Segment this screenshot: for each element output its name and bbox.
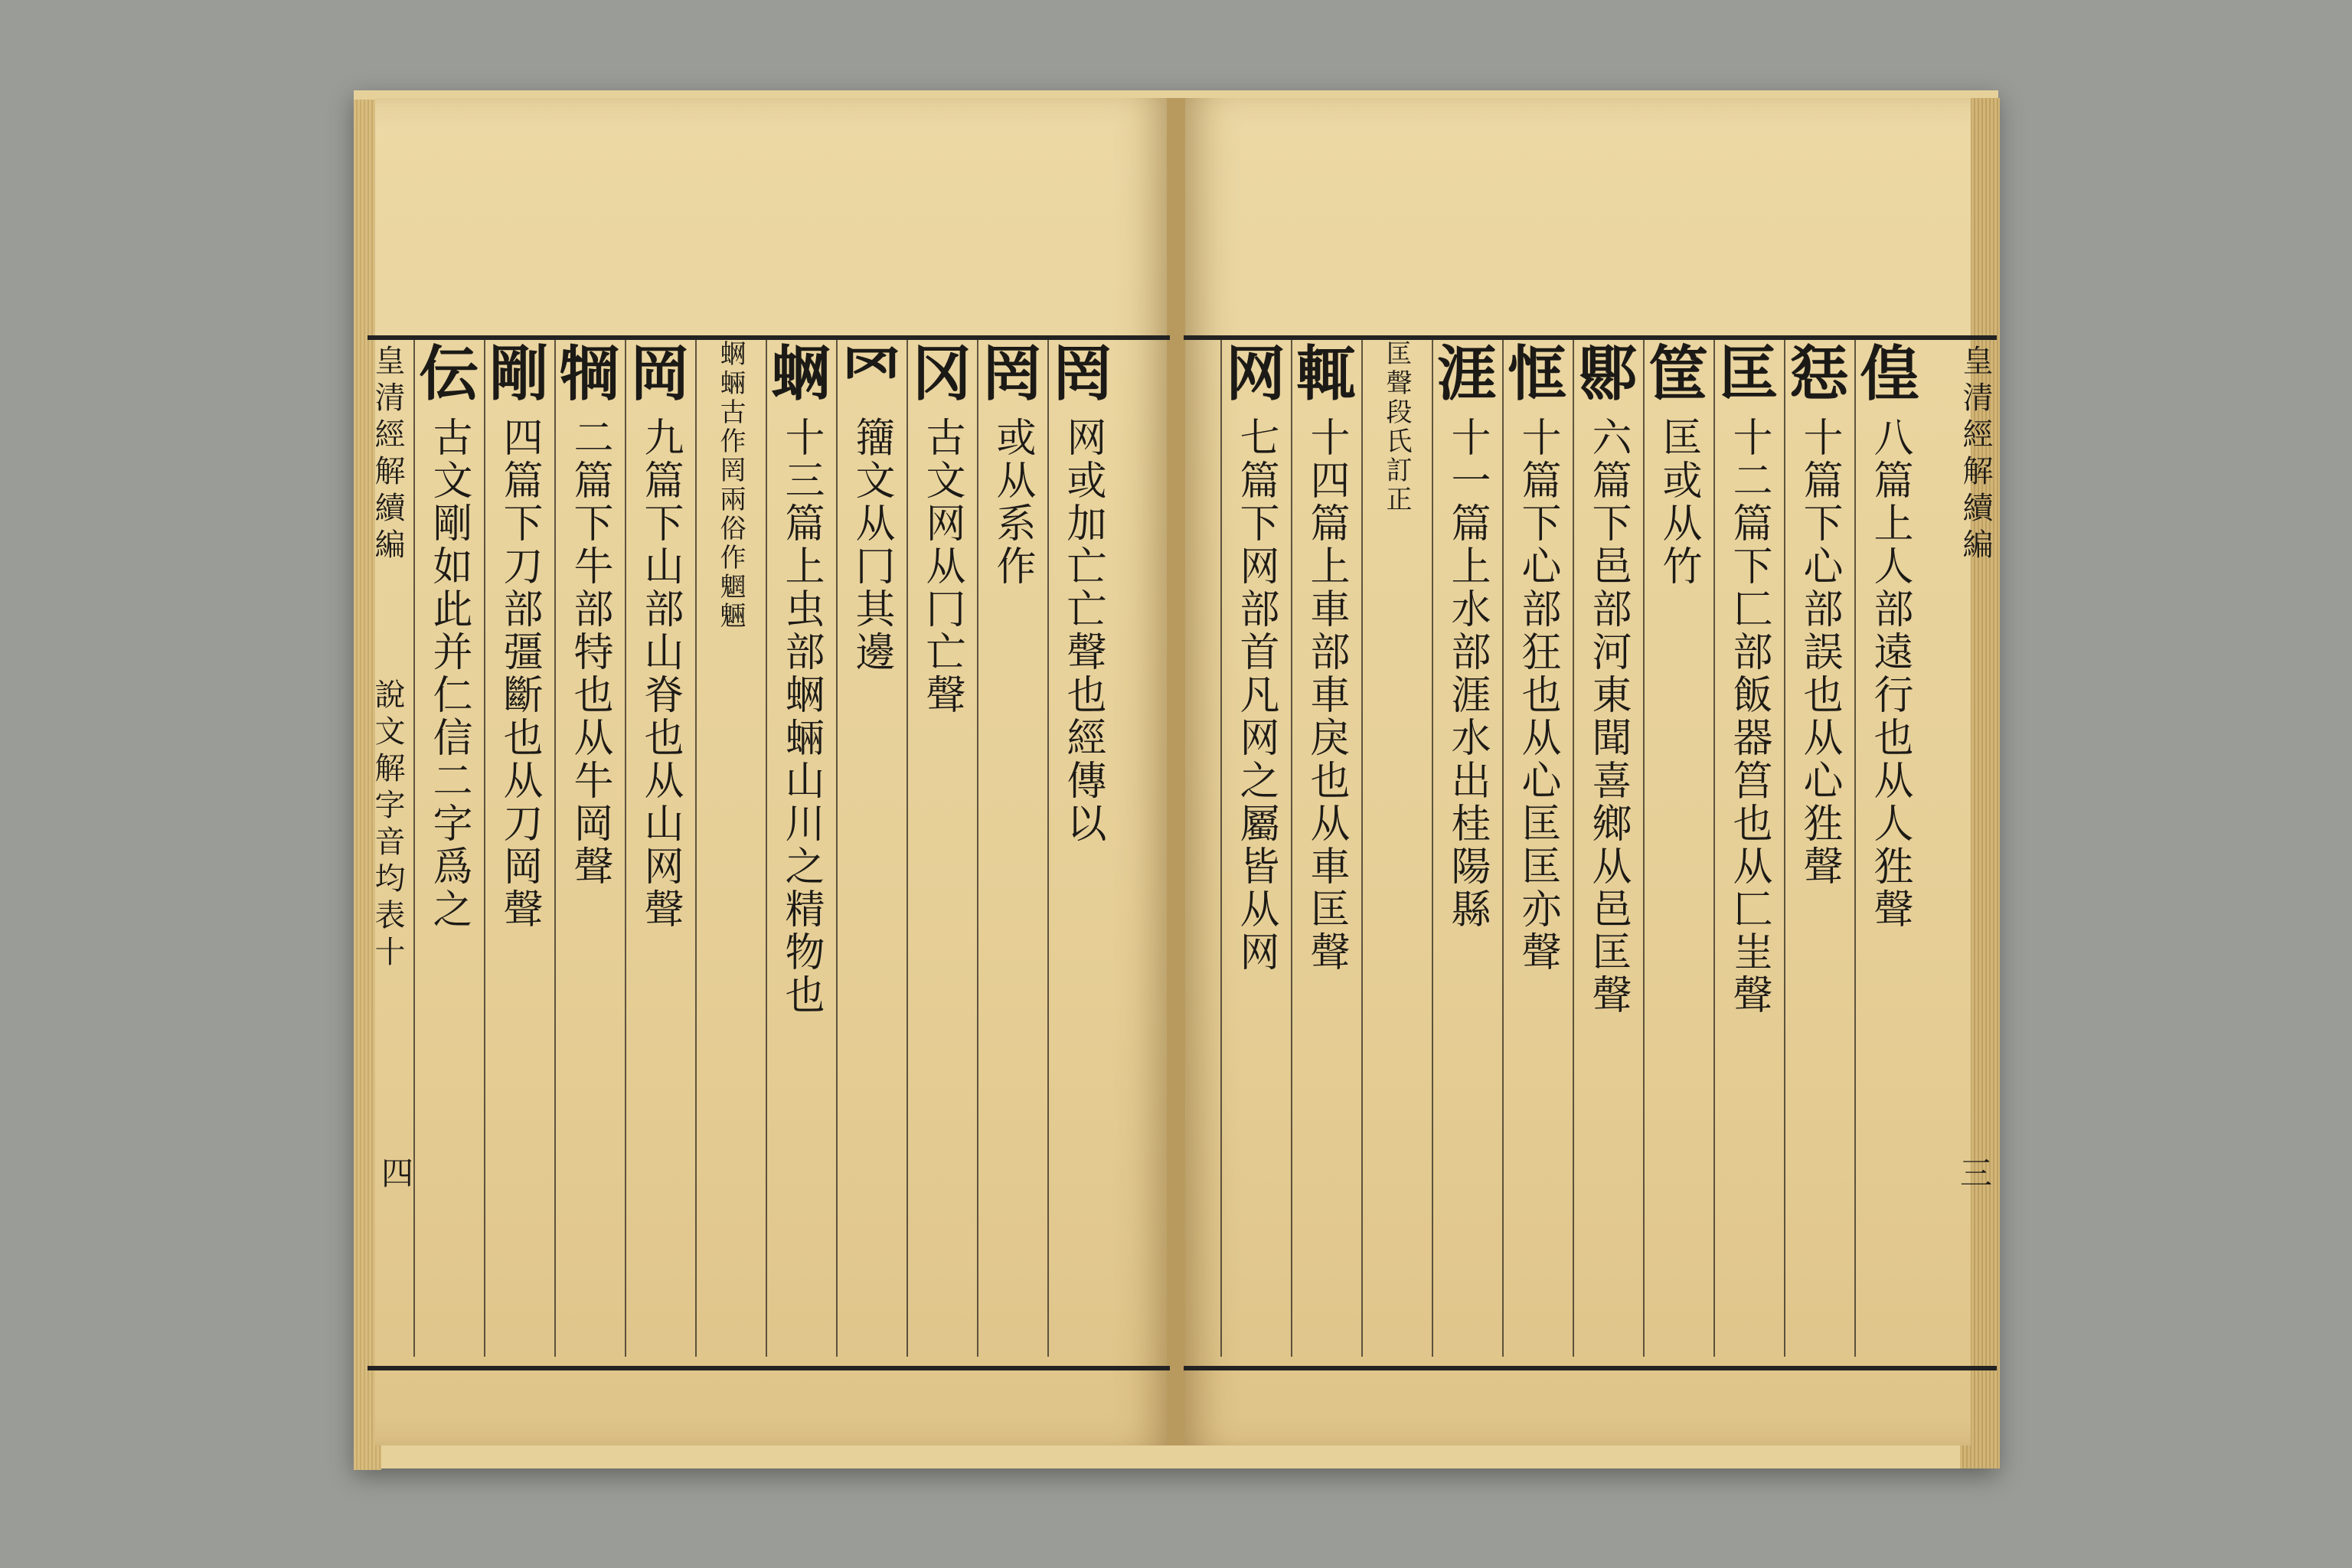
right-entry-column [1435, 340, 1499, 1357]
gloss-text: 四篇下刀部彊斷也从刀岡聲 [496, 416, 542, 931]
book-series-title: 皇清經解續編 [370, 345, 405, 565]
right-entry-column [1364, 340, 1429, 1357]
left-entry-column [557, 340, 622, 1357]
right-column-rule [1432, 340, 1433, 1357]
left-column-rule [766, 340, 767, 1357]
gloss-text: 或从系作 [989, 416, 1035, 588]
headword: 罔 [1052, 339, 1112, 409]
gloss-text: 籒文从冂其邊 [848, 416, 894, 674]
headword: 偟 [1859, 339, 1919, 409]
right-entry-column [1505, 340, 1570, 1357]
headword: 罔 [982, 339, 1042, 409]
right-column-rule [1220, 340, 1222, 1357]
gloss-text: 十一篇上水部涯水出桂陽縣 [1444, 416, 1490, 931]
gloss-text: 古文剛如此并仁信二字爲之 [426, 416, 472, 931]
right-column-rule [1502, 340, 1504, 1357]
headword: 涯 [1436, 339, 1497, 409]
right-entry-column [1857, 340, 1922, 1357]
headword: 岡 [629, 339, 690, 409]
left-entry-column [910, 340, 974, 1357]
left-column-rule [484, 340, 485, 1357]
left-column-rule [554, 340, 556, 1357]
headword: 筐 [1648, 339, 1708, 409]
right-column-rule [1291, 340, 1292, 1357]
gloss-text: 七篇下网部首凡网之屬皆从网 [1233, 416, 1279, 974]
headword: 网 [1225, 339, 1285, 409]
left-entry-column [416, 340, 481, 1357]
headword: 剛 [488, 339, 549, 409]
left-column-rule [625, 340, 626, 1357]
right-entry-column [1223, 340, 1288, 1357]
gloss-text: 匡或从竹 [1655, 416, 1701, 588]
gloss-text: 匡聲段氏訂正 [1381, 340, 1412, 514]
headword: 恇 [1507, 339, 1567, 409]
left-column-rule [977, 340, 978, 1357]
right-column-rule [1784, 340, 1785, 1357]
headword: 伝 [418, 339, 479, 409]
headword: 犅 [559, 339, 619, 409]
page-number-right: 三 [1960, 1155, 1993, 1192]
right-entry-column [1717, 340, 1781, 1357]
gloss-text: 古文网从冂亡聲 [919, 416, 965, 717]
gloss-text: 十三篇上虫部蛧蜽山川之精物也 [778, 416, 824, 1017]
headword: 蛧 [770, 339, 831, 409]
gloss-text: 九篇下山部山脊也从山网聲 [637, 416, 683, 931]
left-entry-column [1050, 340, 1115, 1357]
gloss-text: 六篇下邑部河東聞喜鄉从邑匡聲 [1585, 416, 1631, 1017]
gloss-text: 十篇下心部狂也从心匡匡亦聲 [1514, 416, 1560, 974]
right-entry-column [1576, 340, 1640, 1357]
headword: 㤮 [1788, 339, 1849, 409]
right-column-rule [1643, 340, 1645, 1357]
left-entry-column [487, 340, 551, 1357]
headword: 輒 [1295, 339, 1356, 409]
gloss-text: 网或加亡亡聲也經傳以 [1060, 416, 1106, 845]
page-number-left: 四 [381, 1155, 414, 1192]
book-series-title-right: 皇清經解續編 [1958, 345, 1993, 565]
headword: 郻 [1577, 339, 1638, 409]
left-column-rule [906, 340, 908, 1357]
right-column-rule [1854, 340, 1856, 1357]
section-title: 說文解字音均表十 [370, 678, 405, 972]
left-column-rule [836, 340, 838, 1357]
right-entry-column [1294, 340, 1358, 1357]
gloss-text: 蛧蜽古作罔兩俗作魍魎 [715, 340, 746, 631]
running-title-left [366, 345, 410, 972]
left-column-rule [413, 340, 415, 1357]
right-column-rule [1713, 340, 1715, 1357]
headword: 冈 [911, 339, 972, 409]
right-column-rule [1361, 340, 1363, 1357]
left-entry-column [980, 340, 1044, 1357]
right-entry-column [1787, 340, 1851, 1357]
right-entry-column [1646, 340, 1710, 1357]
left-entry-column [628, 340, 692, 1357]
left-entry-column [698, 340, 763, 1357]
headword: 罓 [841, 339, 901, 409]
right-column-rule [1573, 340, 1574, 1357]
gloss-text: 十篇下心部誤也从心狌聲 [1796, 416, 1842, 888]
left-column-rule [1047, 340, 1049, 1357]
headword: 匡 [1718, 339, 1779, 409]
left-column-rule [695, 340, 697, 1357]
left-entry-column [769, 340, 833, 1357]
gloss-text: 十二篇下匚部飯器筥也从匚㞷聲 [1726, 416, 1772, 1017]
gloss-text: 二篇下牛部特也从牛岡聲 [567, 416, 612, 888]
running-title-right [1954, 345, 1998, 565]
gloss-text: 十四篇上車部車戾也从車匡聲 [1303, 416, 1349, 974]
left-entry-column [839, 340, 903, 1357]
gloss-text: 八篇上人部遠行也从人狌聲 [1867, 416, 1913, 931]
